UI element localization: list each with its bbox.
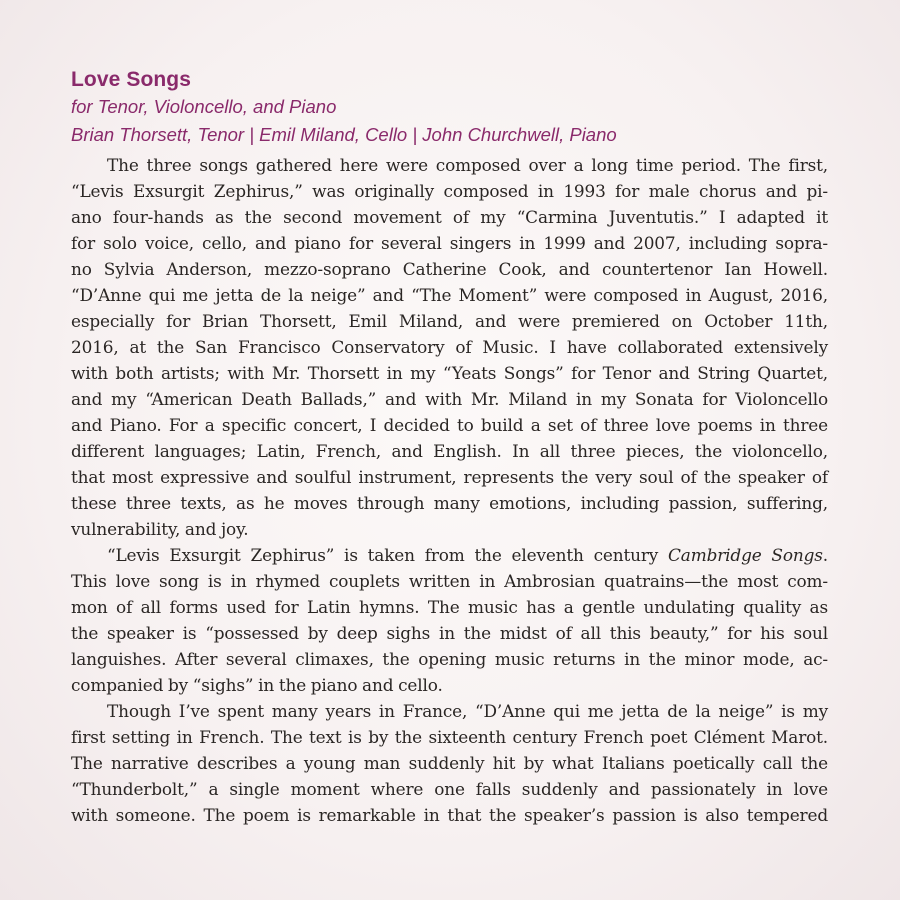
text-line: first setting in French. The text is by the sixteenth century French poet Clément Marot. (71, 727, 828, 747)
text-line: 2016, at the San Francisco Conservatory of Music. I have collaborated extensively (71, 337, 828, 357)
text-line: This love song is in rhymed couplets written in Ambrosian quatrains—the most com- (71, 571, 828, 591)
text-line: languishes. After several climaxes, the opening music returns in the minor mode, ac- (71, 649, 828, 669)
page-title: Love Songs (71, 68, 192, 91)
text-line (71, 542, 828, 568)
text-line: these three texts, as he moves through many emotions, including passion, suffering, (71, 493, 828, 513)
paragraph-3 (71, 698, 828, 828)
text-line: especially for Brian Thorsett, Emil Miland, and were premiered on October 11th, (71, 311, 828, 331)
text-line: and my “American Death Ballads,” and with Mr. Miland in my Sonata for Violoncello (71, 389, 828, 409)
text-line: the speaker is “possessed by deep sighs in the midst of all this beauty,” for his soul (71, 623, 828, 643)
paragraph-2 (71, 542, 828, 698)
text-line: “Levis Exsurgit Zephirus,” was originally composed in 1993 for male chorus and pi- (71, 181, 828, 201)
text-line: with someone. The poem is remarkable in that the speaker’s passion is also tempered (71, 805, 828, 825)
text-line: “D’Anne qui me jetta de la neige” and “The Moment” were composed in August, 2016, (71, 285, 828, 305)
text-line: no Sylvia Anderson, mezzo-soprano Catherine Cook, and countertenor Ian Howell. (71, 259, 828, 279)
text-run: “Levis Exsurgit Zephirus” is taken from the eleventh century (107, 545, 669, 565)
text-line: different languages; Latin, French, and English. In all three pieces, the violoncello, (71, 441, 828, 461)
italic-title: Cambridge Songs (668, 545, 823, 565)
text-line: mon of all forms used for Latin hymns. The music has a gentle undulating quality as (71, 597, 828, 617)
text-line: that most expressive and soulful instrument, represents the very soul of the speaker of (71, 467, 828, 487)
text-line: with both artists; with Mr. Thorsett in my “Yeats Songs” for Tenor and String Quartet, (71, 363, 828, 383)
paragraph-1 (71, 152, 828, 542)
text-line: and Piano. For a specific concert, I decided to build a set of three love poems in three (71, 415, 828, 435)
body-text (71, 152, 828, 828)
text-line: “Thunderbolt,” a single moment where one falls suddenly and passionately in love (71, 779, 828, 799)
text-run: . (822, 545, 828, 565)
text-line: for solo voice, cello, and piano for several singers in 1999 and 2007, including sopra- (71, 233, 828, 253)
performers-credit: Brian Thorsett, Tenor | Emil Miland, Cello | John Churchwell, Piano (71, 124, 617, 145)
text-line: companied by “sighs” in the piano and cello. (71, 675, 443, 695)
text-line: The three songs gathered here were composed over a long time period. The first, (107, 155, 828, 175)
header (71, 66, 831, 149)
text-line: The narrative describes a young man suddenly hit by what Italians poetically call the (71, 753, 828, 773)
text-line: vulnerability, and joy. (71, 519, 249, 539)
text-line: Though I’ve spent many years in France, “D’Anne qui me jetta de la neige” is my (107, 701, 828, 721)
subtitle: for Tenor, Violoncello, and Piano (71, 96, 337, 117)
text-line: ano four-hands as the second movement of my “Carmina Juventutis.” I adapted it (71, 207, 828, 227)
